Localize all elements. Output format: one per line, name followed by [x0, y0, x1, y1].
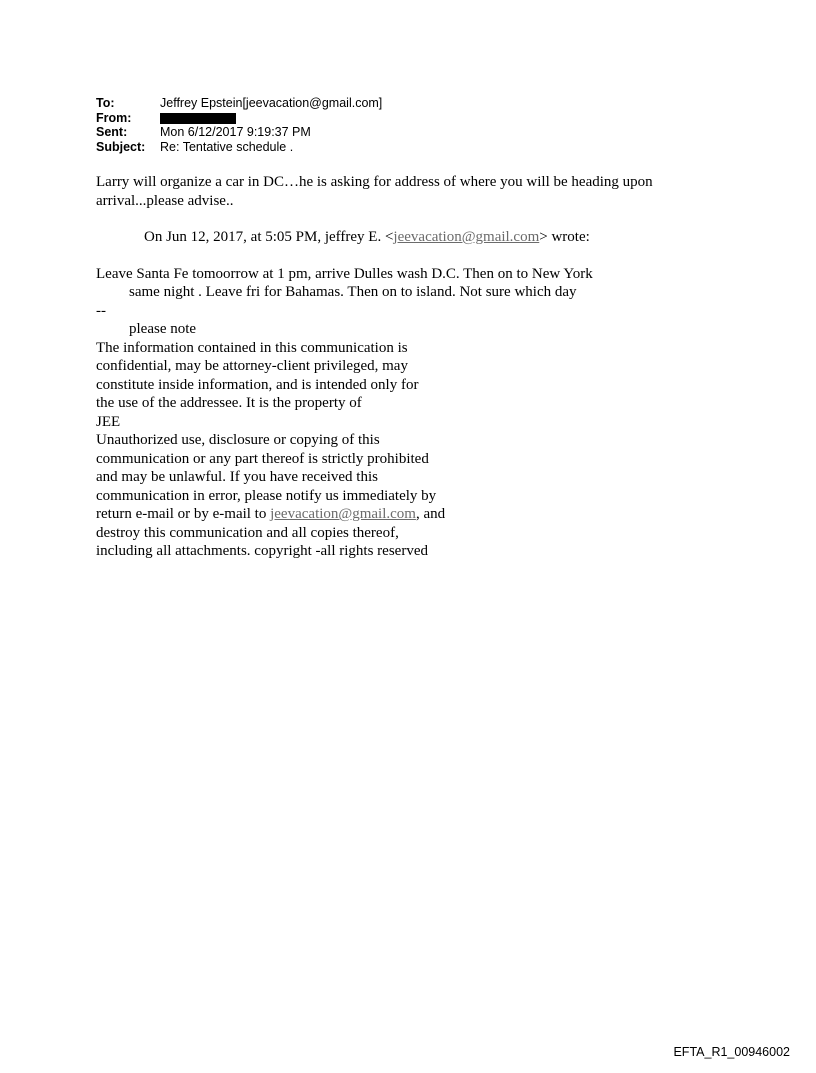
from-label: From: [96, 110, 132, 125]
reply-line-2: arrival...please advise.. [96, 192, 234, 209]
sent-row [96, 125, 382, 140]
subject-label: Subject: [96, 139, 146, 154]
disclaimer-line: communication or any part thereof is strictly prohibited [96, 450, 429, 467]
disclaimer-line: constitute inside information, and is intended only for [96, 376, 419, 393]
disclaimer-line: communication in error, please notify us immediately by [96, 487, 437, 504]
schedule-line-1: Leave Santa Fe tomoorrow at 1 pm, arrive Dulles wash D.C. Then on to New York [96, 265, 593, 282]
disclaimer [96, 339, 476, 561]
email-body [96, 173, 736, 561]
to-value: Jeffrey Epstein[jeevacation@gmail.com] [160, 96, 383, 110]
disclaimer-line: JEE [96, 413, 121, 430]
schedule-line-2: same night . Leave fri for Bahamas. Then on to island. Not sure which day [129, 284, 577, 300]
quote-suffix: > wrote: [539, 229, 590, 245]
subject-value: Re: Tentative schedule . [160, 139, 294, 154]
quote-prefix: On Jun 12, 2017, at 5:05 PM, jeffrey E. < [144, 229, 394, 245]
disclaimer-line: including all attachments. copyright -all rights reserved [96, 543, 428, 559]
to-row [96, 96, 382, 111]
document-id: EFTA_R1_00946002 [673, 1045, 790, 1059]
redaction-bar [160, 113, 236, 124]
disclaimer-email-link[interactable]: jeevacation@gmail.com [270, 506, 416, 522]
schedule-line-2-wrap [96, 283, 736, 302]
from-row [96, 111, 382, 126]
disclaimer-return-prefix: return e-mail or by e-mail to [96, 506, 271, 522]
signature-dash: -- [96, 302, 106, 319]
quote-email-link[interactable]: jeevacation@gmail.com [393, 229, 540, 245]
subject-row [96, 140, 382, 155]
please-note: please note [129, 321, 197, 337]
email-header [96, 96, 382, 154]
sent-label: Sent: [96, 125, 128, 139]
reply-line-1: Larry will organize a car in DC…he is asking for address of where you will be heading upon [96, 174, 653, 190]
to-label: To: [96, 96, 115, 110]
disclaimer-line: destroy this communication and all copies thereof, [96, 524, 399, 541]
disclaimer-return-line [96, 505, 476, 524]
disclaimer-return-suffix: , and [415, 506, 446, 522]
quote-attribution [96, 228, 736, 247]
disclaimer-line: the use of the addressee. It is the property of [96, 395, 362, 411]
disclaimer-line: and may be unlawful. If you have received this [96, 469, 378, 485]
sent-value: Mon 6/12/2017 9:19:37 PM [160, 125, 311, 139]
disclaimer-line: Unauthorized use, disclosure or copying of this [96, 432, 380, 448]
disclaimer-line: The information contained in this communication is [96, 339, 408, 356]
disclaimer-line: confidential, may be attorney-client privileged, may [96, 358, 408, 374]
